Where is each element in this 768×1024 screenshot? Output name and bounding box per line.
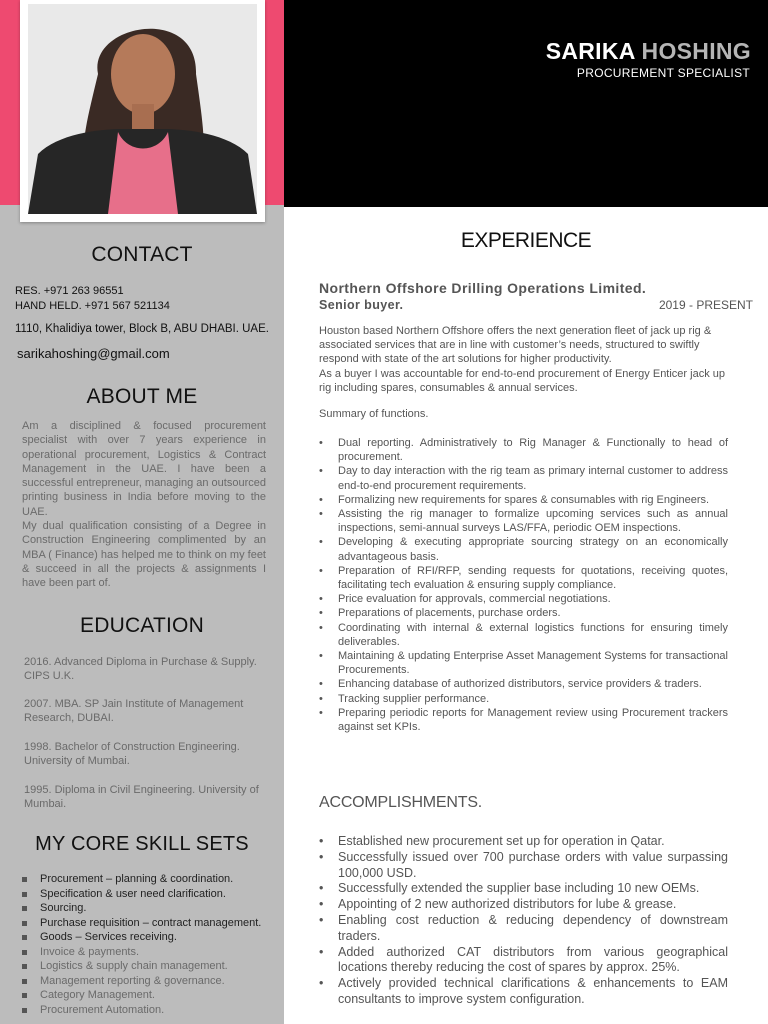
list-item: • Preparing periodic reports for Management review using Procurement trackers against set KPIs. [319,706,728,734]
person-portrait-icon [28,4,257,214]
company-description [319,324,731,395]
list-item: • Formalizing new requirements for spares & consumables with rig Engineers. [319,493,728,507]
skill-item: Specification & user need clarification. [22,887,284,902]
profile-photo [28,4,257,214]
profile-photo-frame [20,0,265,222]
last-name: HOSHING [641,38,751,64]
education-item: 2007. MBA. SP Jain Institute of Management Research, DUBAI. [24,698,244,724]
contact-residence: RES. +971 263 96551 [15,285,124,297]
contact-handheld: HAND HELD. +971 567 521134 [15,300,170,312]
list-item: • Dual reporting. Administratively to Rig Manager & Functionally to head of procurement. [319,436,728,464]
skill-item: Procurement – planning & coordination. [22,872,284,887]
contact-address: 1110, Khalidiya tower, Block B, ABU DHABI. UAE. [15,323,269,335]
summary-label: Summary of functions. [319,408,429,420]
description-paragraph: As a buyer I was accountable for end-to-end procurement of Energy Enticer jack up rig including spares, consumables & annual services. [319,367,725,394]
first-name: SARIKA [545,38,635,64]
skill-item: Invoice & payments. [22,945,284,960]
description-paragraph: Houston based Northern Offshore offers the next generation fleet of jack up rig & associated services that are in line with customer’s needs, structured to swiftly respond with state of the art solutions for higher productivity. [319,325,712,366]
about-heading: ABOUT ME [86,385,198,408]
list-item: • Established new procurement set up for operation in Qatar. [319,834,728,850]
education-item: 1995. Diploma in Civil Engineering. University of Mumbai. [24,784,259,810]
header-banner [284,0,768,207]
education-item: 2016. Advanced Diploma in Purchase & Supply. CIPS U.K. [24,656,257,682]
experience-heading: EXPERIENCE [460,229,592,252]
skill-item: Sourcing. [22,901,284,916]
list-item: • Successfully issued over 700 purchase orders with value surpassing 100,000 USD. [319,850,728,882]
education-item: 1998. Bachelor of Construction Engineering. University of Mumbai. [24,741,240,767]
list-item: • Price evaluation for approvals, commercial negotiations. [319,592,728,606]
functions-list [319,436,728,734]
list-item: • Enabling cost reduction & reducing dependency of downstream traders. [319,913,728,945]
skills-list [22,872,284,1017]
list-item: • Actively provided technical clarifications & enhancements to EAM consultants to improve system configuration. [319,976,728,1008]
list-item: • Preparation of RFI/RFP, sending requests for quotations, receiving quotes, facilitating tech evaluation & ensuring supply compliance. [319,564,728,592]
contact-email[interactable]: sarikahoshing@gmail.com [17,346,170,361]
education-heading: EDUCATION [80,614,204,637]
about-paragraph: Am a disciplined & focused procurement specialist with over 7 years experience in operational procurement, Logistics & Contract Management in the UAE. I have been a successful entrepreneur, managing an outsourced printing business in India before moving to the UAE. [22,420,266,518]
list-item: • Appointing of 2 new authorized distributors for lube & grease. [319,897,728,913]
company-name: Northern Offshore Drilling Operations Limited. [319,280,647,296]
list-item: • Enhancing database of authorized distributors, service providers & traders. [319,677,728,691]
list-item: • Tracking supplier performance. [319,692,728,706]
accomplishments-heading: ACCOMPLISHMENTS. [319,794,483,811]
skills-heading: MY CORE SKILL SETS [35,833,249,855]
position-title: Senior buyer. [319,298,404,312]
skill-item: Goods – Services receiving. [22,930,284,945]
about-paragraph: My dual qualification consisting of a Degree in Construction Engineering complimented by an MBA ( Finance) has helped me to think on my feet & succeed in all the projects & assignments I have been part of. [22,520,266,590]
skill-item: Purchase requisition – contract management. [22,916,284,931]
skill-item: Category Management. [22,988,284,1003]
list-item: • Developing & executing appropriate sourcing strategy on an economically advantageous basis. [319,535,728,563]
list-item: • Maintaining & updating Enterprise Asset Management Systems for transactional Procurements. [319,649,728,677]
list-item: • Coordinating with internal & external logistics functions for ensuring timely deliverables. [319,621,728,649]
accomplishments-list [319,834,728,1008]
skill-item: Logistics & supply chain management. [22,959,284,974]
list-item: • Successfully extended the supplier base including 10 new OEMs. [319,881,728,897]
contact-heading: CONTACT [91,243,193,266]
list-item: • Added authorized CAT distributors from various geographical locations thereby reducing the cost of spares by approx. 25%. [319,945,728,977]
job-title: PROCUREMENT SPECIALIST [576,66,750,80]
skill-item: Procurement Automation. [22,1003,284,1018]
employment-dates: 2019 - PRESENT [658,298,753,312]
skill-item: Management reporting & governance. [22,974,284,989]
list-item: • Assisting the rig manager to formalize upcoming services such as annual inspections, semi-annual surveys LAS/FFA, periodic OEM inspections. [319,507,728,535]
list-item: • Day to day interaction with the rig team as primary internal customer to address end-to-end procurement requirements. [319,464,728,492]
list-item: • Preparations of placements, purchase orders. [319,606,728,620]
about-text [22,419,266,591]
full-name [546,38,751,65]
